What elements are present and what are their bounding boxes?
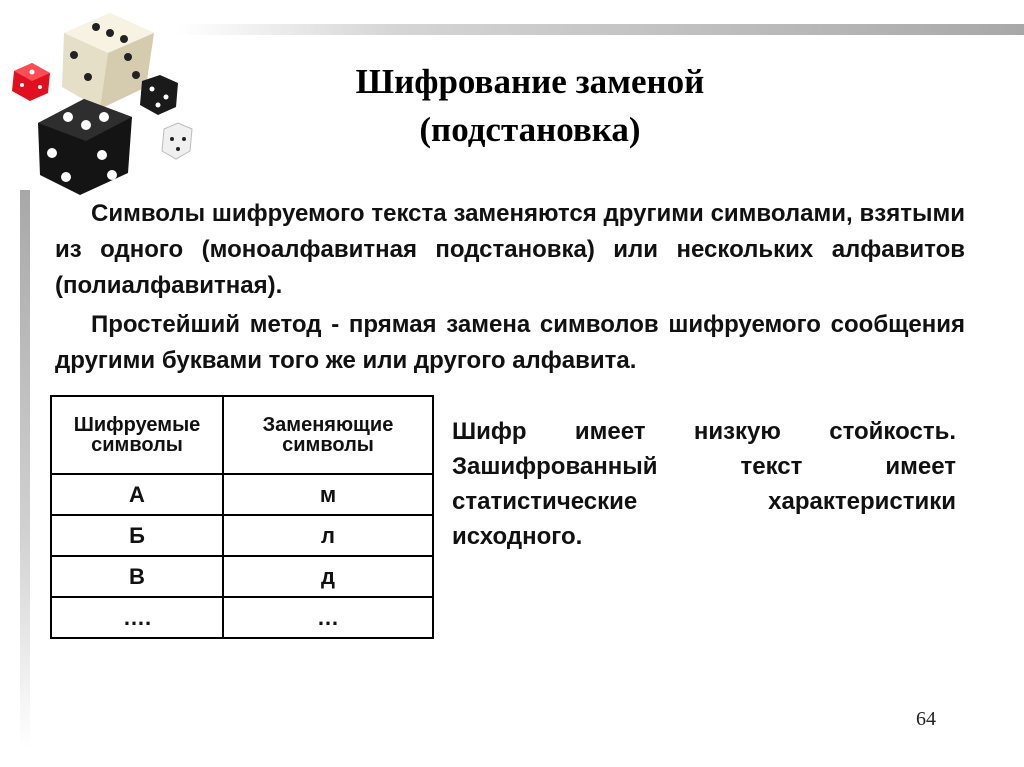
- replacement-symbol-cell: м: [223, 474, 433, 515]
- red-die-icon: [12, 63, 50, 101]
- table-row: [51, 597, 433, 638]
- cream-die-icon: [62, 13, 154, 109]
- source-symbol-cell: В: [51, 556, 223, 597]
- source-symbol-cell: А: [51, 474, 223, 515]
- replacement-symbol-cell: л: [223, 515, 433, 556]
- cipher-weakness-note: Шифр имеет низкую стойкость. Зашифрованный текст имеет статистические характеристики исходного.: [452, 418, 956, 550]
- paragraph-definition: [55, 196, 965, 304]
- slide-title: [230, 58, 830, 154]
- black-die-icon: [38, 99, 132, 195]
- header-replacement-symbols: Заменяющие символы: [223, 396, 433, 474]
- replacement-symbol-cell: …: [223, 597, 433, 638]
- table-row: [51, 474, 433, 515]
- table-row: [51, 515, 433, 556]
- table-row: [51, 556, 433, 597]
- source-symbol-cell: ….: [51, 597, 223, 638]
- small-black-die-icon: [140, 75, 178, 115]
- top-decorative-bar: [178, 24, 1024, 35]
- substitution-table: [50, 395, 434, 639]
- page-number: 64: [916, 708, 936, 730]
- paragraph-definition-text: Символы шифруемого текста заменяются другими символами, взятыми из одного (моноалфавитная подстановка) или нескольких алфавитов (полиалфавитная).: [55, 200, 965, 299]
- tiny-white-die-icon: [162, 123, 192, 159]
- title-line-2: (подстановка): [419, 110, 641, 149]
- paragraph-method-text: Простейший метод - прямая замена символов шифруемого сообщения другими буквами того же или другого алфавита.: [55, 311, 965, 374]
- source-symbol-cell: Б: [51, 515, 223, 556]
- left-decorative-bar: [20, 190, 30, 750]
- paragraph-method: [55, 307, 965, 379]
- replacement-symbol-cell: д: [223, 556, 433, 597]
- dice-illustration: [8, 5, 198, 195]
- title-line-1: Шифрование заменой: [355, 62, 705, 101]
- header-source-symbols: Шифруемые символы: [51, 396, 223, 474]
- table-header-row: [51, 396, 433, 474]
